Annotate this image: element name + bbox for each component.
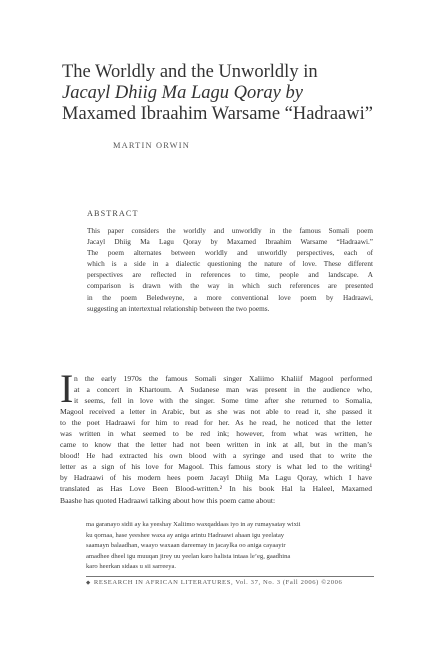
body-line: blood! He had extracted his own blood with a syringe and used that to write the xyxy=(60,451,372,461)
abstract-line: The poem alternates between worldly and unworldly perspectives, each of xyxy=(87,249,373,258)
title-line-2 xyxy=(62,83,402,104)
quote-line: karo heerkan sidaas u sii sarreeya. xyxy=(86,563,177,571)
body-line: it seems, fell in love with the singer. Some time after she returned to Somalia, xyxy=(74,396,372,406)
body-line: at a concert in Khartoum. A Sudanese man was present in the audience who, xyxy=(74,385,372,395)
abstract-line: Jacayl Dhiig Ma Lagu Qoray by Maxamed Ibraahim Warsame “Hadraawi.” xyxy=(87,238,373,247)
quote-line: saamayn balaadhan, waayo waxaan dareemay in jacaylka oo aniga cayaayir xyxy=(86,542,286,550)
title-line-3: Maxamed Ibraahim Warsame “Hadraawi” xyxy=(62,104,373,124)
body-line: to the poet Hadraawi for him to read for her. As he read, he noticed that the letter xyxy=(60,418,372,428)
quoted-passage xyxy=(86,520,386,573)
body-line: by Hadraawi of his modern hees poem Jacayl Dhiig Ma Lagu Qoray, which I have xyxy=(60,473,372,483)
abstract-line: suggesting an intertextual relationship between the two poems. xyxy=(87,304,270,313)
poem-title: Jacayl Dhiig Ma Lagu Qoray by xyxy=(62,83,303,103)
journal-footer xyxy=(86,579,342,586)
footer-divider xyxy=(86,576,374,577)
body-line: translated as Has Love Been Blood-written.² In his book Hal la Haleel, Maxamed xyxy=(60,484,372,494)
abstract-line: This paper considers the worldly and unworldly in the famous Somali poem xyxy=(87,227,373,235)
body-line: Magool received a letter in Arabic, but as she was not able to read it, she passed it xyxy=(60,407,372,417)
abstract-line: comparison is drawn with the way in which such references are presented xyxy=(87,282,373,291)
diamond-icon: ◆ xyxy=(86,580,91,586)
abstract-line: perspectives are reflected in references to time, people and landscape. A xyxy=(87,271,373,280)
body-line: was written in what seemed to be red ink; however, from what was written, he xyxy=(60,429,372,439)
body-line: n the early 1970s the famous Somali singer Xaliimo Khaliif Magool performed xyxy=(74,374,372,383)
abstract-text xyxy=(87,226,373,315)
body-line: letter as a sign of his love for Magool. This famous story is what led to the writing¹ xyxy=(60,462,372,472)
journal-citation: RESEARCH IN AFRICAN LITERATURES, Vol. 37, No. 3 (Fall 2006) ©2006 xyxy=(93,579,343,586)
abstract-line: in the poem Beledweyne, a more conventional love poem by Hadraawi, xyxy=(87,293,373,302)
quote-line: ma garanayo sidii ay ka yeeshay Xaliimo waxqaddaas iyo in ay rumaysatay wixii xyxy=(86,521,301,528)
quote-line: ku qornaa, hase yeeshee waxa ay aniga arintu Hadraawi ahaan igu yeelatay xyxy=(86,531,285,539)
quote-line: amadhee dheel igu muuqan jirey uu yeelan karo halista intaas le’eg, gaadhina xyxy=(86,552,291,560)
abstract-line: which is a side in a dialectic questioning the nature of love. These different xyxy=(87,260,373,269)
author-name: MARTIN ORWIN xyxy=(113,141,190,150)
body-paragraph xyxy=(60,373,372,506)
title-line-1: The Worldly and the Unworldly in xyxy=(62,62,318,82)
body-line: Baashe has quoted Hadraawi talking about how this poem came about: xyxy=(60,495,276,505)
body-line: came to know that the letter had not been written in ink at all, but in the man’s xyxy=(60,440,372,450)
article-title xyxy=(62,62,402,125)
drop-cap: I xyxy=(60,366,74,411)
abstract-heading: ABSTRACT xyxy=(87,209,139,218)
